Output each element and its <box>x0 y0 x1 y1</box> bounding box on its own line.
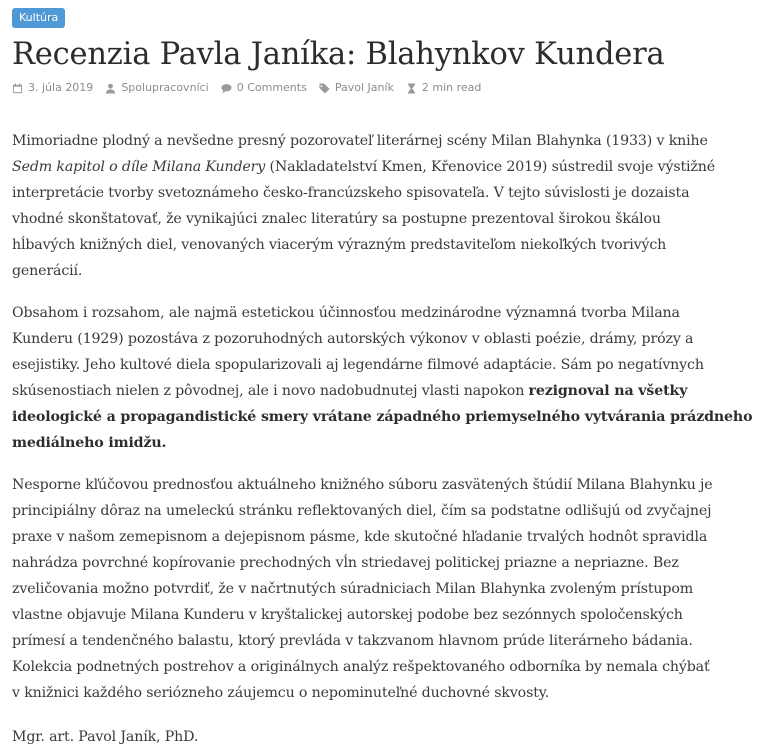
p3-line: nahrádza povrchné kopírovanie prechodných vĺn striedavej politickej priazne a nepriazne. Bez <box>12 555 679 571</box>
comment-icon <box>221 83 232 94</box>
category-badge[interactable]: Kultúra <box>12 8 65 28</box>
meta-tag[interactable] <box>319 81 394 95</box>
p2-text: skúsenostiach nielen z pôvodnej, ale i novo nadobudnutej vlasti napokon <box>12 383 529 399</box>
meta-comments[interactable] <box>221 81 307 95</box>
p2-line: Kunderu (1929) pozostáva z pozoruhodných autorských výkonov v oblasti poézie, drámy, prózy a <box>12 331 694 347</box>
meta-author-text: Spolupracovníci <box>121 81 209 94</box>
paragraph-3 <box>12 472 770 706</box>
meta-comments-text: 0 Comments <box>236 81 307 94</box>
article-title: Recenzia Pavla Janíka: Blahynkov Kundera <box>12 37 665 72</box>
p2-line <box>12 378 770 404</box>
p2-bold: mediálneho imidžu. <box>12 435 167 451</box>
article-meta <box>12 81 770 95</box>
tag-icon <box>319 83 330 94</box>
meta-author[interactable] <box>105 81 208 95</box>
signature: Mgr. art. Pavol Janík, PhD. <box>12 729 199 745</box>
user-icon <box>105 83 116 94</box>
p3-line: praxe v našom zemepisnom a dejepisnom pásme, kde skutočné hľadanie trvalých hodnôt spravidla <box>12 529 708 545</box>
article-content <box>12 128 770 750</box>
p3-line: principiálny dôraz na umeleckú stránku reflektovaných diel, čím sa podstatne odlišujú od zvyčajnej <box>12 503 712 519</box>
p1-line: interpretácie tvorby svetoznámeho česko-francúzskeho spisovateľa. V tejto súvislosti je dozaista <box>12 185 690 201</box>
p2-line <box>12 430 770 456</box>
meta-read-time <box>406 81 482 95</box>
p3-line: Nesporne kľúčovou prednosťou aktuálneho knižného súboru zasvätených štúdií Milana Blahynku je <box>12 477 713 493</box>
p2-line <box>12 404 770 430</box>
book-title: Sedm kapitol o díle Milana Kundery <box>12 159 266 175</box>
p1-text: (Nakladatelství Kmen, Křenovice 2019) sústredil svoje výstižné <box>265 159 715 175</box>
p2-line: esejistiky. Jeho kultové diela spopularizovali aj legendárne filmové adaptácie. Sám po negatívnych <box>12 357 704 373</box>
p3-line: prímesí a tendenčného balastu, ktorý prevláda v takzvanom hlavnom prúde literárneho bádania. <box>12 633 693 649</box>
p3-line: zveličovania možno potvrdiť, že v načrtnutých súradniciach Milan Blahynka zvoleným prístupom <box>12 581 694 597</box>
p2-bold: rezignoval na všetky <box>528 383 688 399</box>
p1-line: Mimoriadne plodný a nevšedne presný pozorovateľ literárnej scény Milan Blahynka (1933) v knihe <box>12 133 708 149</box>
p2-line: Obsahom i rozsahom, ale najmä estetickou účinnosťou medzinárodne významná tvorba Milana <box>12 305 680 321</box>
paragraph-1 <box>12 128 770 284</box>
paragraph-2 <box>12 300 770 456</box>
p1-line: generácií. <box>12 263 83 279</box>
p3-line: v knižnici každého seriózneho záujemcu o nepominuteľné duchovné skvosty. <box>12 685 550 701</box>
p1-line <box>12 154 770 180</box>
meta-read-time-text: 2 min read <box>421 81 482 94</box>
p3-line: Kolekcia podnetných postrehov a originálnych analýz rešpektovaného odborníka by nemala chýbať <box>12 659 710 675</box>
meta-date[interactable] <box>12 81 93 95</box>
meta-tag-text: Pavol Janík <box>334 81 394 94</box>
p1-line: hĺbavých knižných diel, venovaných viacerým výrazným predstaviteľom niekoľkých tvorivých <box>12 237 667 253</box>
p3-line: vlastne objavuje Milana Kunderu v kryštalickej autorskej podobe bez sezónnych spoločenských <box>12 607 683 623</box>
calendar-icon <box>12 83 23 94</box>
p1-line: vhodné skonštatovať, že vynikajúci znalec literatúry sa postupne prezentoval širokou škálou <box>12 211 661 227</box>
meta-date-text: 3. júla 2019 <box>28 81 94 94</box>
p2-bold: ideologické a propagandistické smery vrátane západného priemyselného vytvárania prázdneho <box>12 409 753 425</box>
hourglass-icon <box>406 83 417 94</box>
